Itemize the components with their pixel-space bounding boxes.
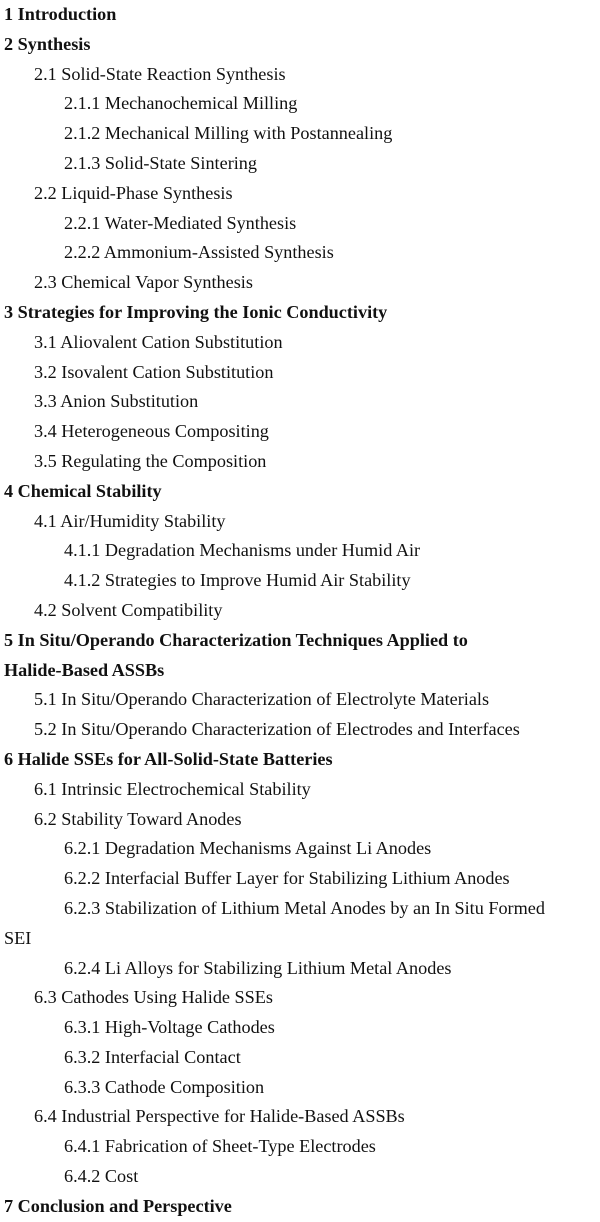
toc-section-heading: 5 In Situ/Operando Characterization Techniques Applied to: [4, 629, 468, 650]
toc-subsubsection: 4.1.1 Degradation Mechanisms under Humid Air: [64, 540, 421, 561]
toc-subsection: 5.2 In Situ/Operando Characterization of Electrodes and Interfaces: [34, 719, 520, 740]
toc-subsubsection: 6.2.1 Degradation Mechanisms Against Li Anodes: [64, 838, 432, 859]
toc-subsubsection: 6.3.2 Interfacial Contact: [64, 1046, 241, 1067]
toc-subsection: 6.4 Industrial Perspective for Halide-Based ASSBs: [34, 1106, 405, 1127]
toc-subsection: 2.1 Solid-State Reaction Synthesis: [34, 63, 286, 84]
toc-section-heading: 7 Conclusion and Perspective: [4, 1195, 232, 1216]
toc-subsubsection: 6.3.3 Cathode Composition: [64, 1076, 265, 1097]
toc-subsubsection: 6.4.1 Fabrication of Sheet-Type Electrodes: [64, 1136, 376, 1157]
toc-subsubsection: 2.1.1 Mechanochemical Milling: [64, 93, 298, 114]
toc-section-heading: 2 Synthesis: [4, 33, 91, 54]
toc-subsection: 4.1 Air/Humidity Stability: [34, 510, 226, 531]
toc-section-heading: 4 Chemical Stability: [4, 480, 162, 501]
toc-subsubsection: 6.3.1 High-Voltage Cathodes: [64, 1017, 275, 1038]
toc-subsubsection: 6.4.2 Cost: [64, 1166, 139, 1187]
toc-section-heading: 1 Introduction: [4, 4, 117, 24]
toc-subsection: 2.3 Chemical Vapor Synthesis: [34, 272, 253, 293]
toc-subsubsection: 6.2.4 Li Alloys for Stabilizing Lithium Metal Anodes: [64, 957, 452, 978]
toc-subsection: 6.1 Intrinsic Electrochemical Stability: [34, 778, 311, 799]
toc-section-heading: 6 Halide SSEs for All-Solid-State Batteries: [4, 748, 333, 769]
toc-subsection: 3.5 Regulating the Composition: [34, 450, 267, 471]
toc-entry-continuation: Halide-Based ASSBs: [4, 659, 165, 680]
toc-subsection: 6.2 Stability Toward Anodes: [34, 808, 242, 829]
toc-subsection: 3.4 Heterogeneous Compositing: [34, 421, 269, 442]
toc-section-heading: 3 Strategies for Improving the Ionic Conductivity: [4, 301, 388, 322]
toc-subsubsection: 6.2.3 Stabilization of Lithium Metal Anodes by an In Situ Formed: [64, 897, 545, 918]
toc-subsubsection: 2.1.3 Solid-State Sintering: [64, 152, 257, 173]
toc-subsection: 3.1 Aliovalent Cation Substitution: [34, 331, 283, 352]
toc-subsection: 3.3 Anion Substitution: [34, 391, 199, 412]
toc-subsubsection: 2.1.2 Mechanical Milling with Postannealing: [64, 123, 393, 144]
toc-subsubsection: 2.2.2 Ammonium-Assisted Synthesis: [64, 242, 334, 263]
toc-subsubsection: 2.2.1 Water-Mediated Synthesis: [64, 212, 297, 233]
toc-subsection: 2.2 Liquid-Phase Synthesis: [34, 182, 233, 203]
toc-subsection: 5.1 In Situ/Operando Characterization of Electrolyte Materials: [34, 689, 490, 710]
toc-subsubsection: 4.1.2 Strategies to Improve Humid Air Stability: [64, 570, 411, 591]
toc-subsection: 6.3 Cathodes Using Halide SSEs: [34, 987, 273, 1008]
toc-entry-continuation: SEI: [4, 927, 32, 948]
toc-subsection: 4.2 Solvent Compatibility: [34, 599, 223, 620]
toc-subsubsection: 6.2.2 Interfacial Buffer Layer for Stabilizing Lithium Anodes: [64, 868, 510, 889]
toc-subsection: 3.2 Isovalent Cation Substitution: [34, 361, 274, 382]
